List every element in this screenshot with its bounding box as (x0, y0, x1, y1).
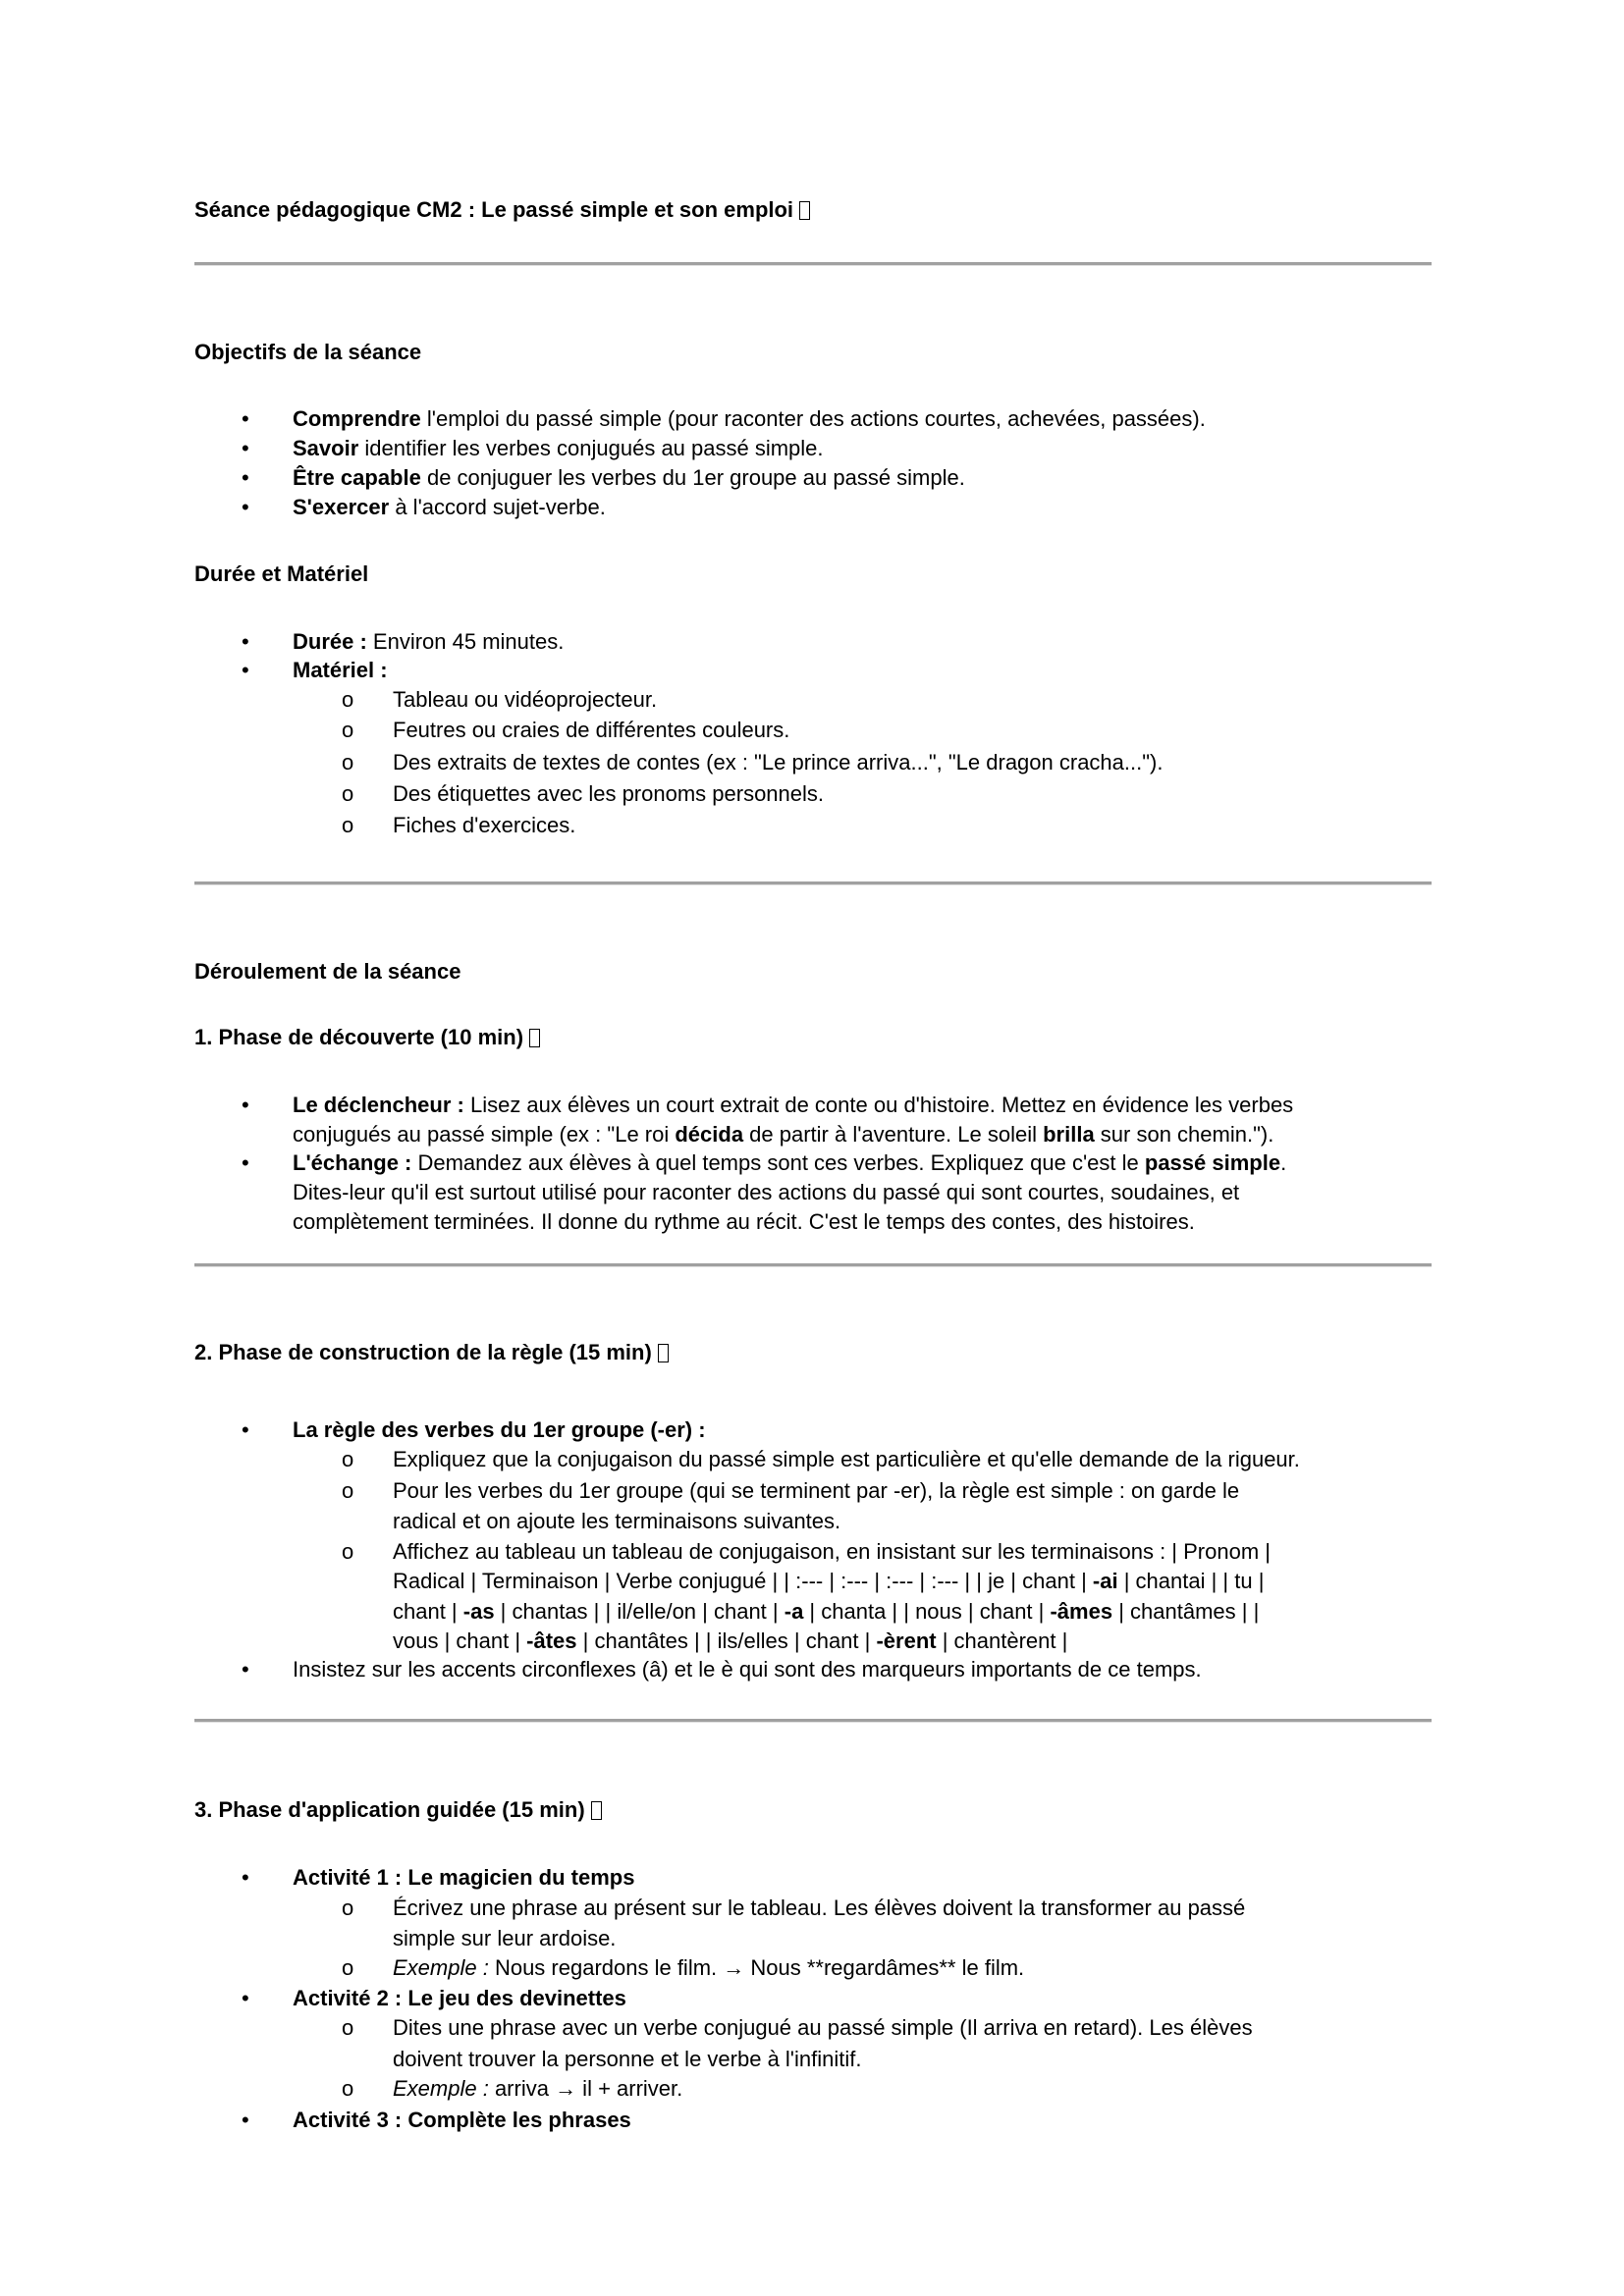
bullet-disc-icon: • (242, 465, 249, 490)
bullet-disc-icon: • (242, 1986, 249, 2010)
bullet-disc-icon: • (242, 1865, 249, 1890)
bullet-disc-icon: • (242, 1657, 249, 1682)
horizontal-rule (194, 1719, 1432, 1723)
sub-list-item: Tableau ou vidéoprojecteur. (393, 687, 658, 712)
sub-list-item: Affichez au tableau un tableau de conjugaison, en insistant sur les terminaisons : | Pronom | (393, 1539, 1271, 1564)
bullet-circle-icon: o (342, 750, 354, 774)
list-item: L'échange : Demandez aux élèves à quel temps sont ces verbes. Expliquez que c'est le passé simple. (293, 1150, 1287, 1175)
horizontal-rule (194, 262, 1432, 266)
horizontal-rule (194, 1263, 1432, 1267)
list-item: Savoir identifier les verbes conjugués au passé simple. (293, 436, 824, 460)
list-item-continuation: complètement terminées. Il donne du rythme au récit. C'est le temps des contes, des histoires. (293, 1209, 1195, 1234)
bullet-disc-icon: • (242, 629, 249, 654)
list-item: La règle des verbes du 1er groupe (-er) : (293, 1417, 706, 1442)
bullet-disc-icon: • (242, 1150, 249, 1175)
bullet-disc-icon: • (242, 436, 249, 460)
sub-list-item: Des extraits de textes de contes (ex : "Le prince arriva...", "Le dragon cracha..."). (393, 750, 1164, 774)
bullet-disc-icon: • (242, 495, 249, 519)
list-item-continuation: Dites-leur qu'il est surtout utilisé pour raconter des actions du passé qui sont courtes, soudaines, et (293, 1180, 1240, 1204)
horizontal-rule (194, 881, 1432, 885)
bullet-circle-icon: o (342, 687, 354, 712)
bullet-circle-icon: o (342, 1896, 354, 1920)
bullet-disc-icon: • (242, 406, 249, 431)
list-item: Insistez sur les accents circonflexes (â) et le è qui sont des marqueurs importants de ce temps. (293, 1657, 1202, 1682)
missing-glyph-icon (799, 201, 810, 220)
bullet-circle-icon: o (342, 1447, 354, 1471)
bullet-disc-icon: • (242, 1093, 249, 1117)
sub-list-item: Dites une phrase avec un verbe conjugué au passé simple (Il arriva en retard). Les élèves (393, 2015, 1253, 2040)
bullet-disc-icon: • (242, 2108, 249, 2132)
list-item: Activité 3 : Complète les phrases (293, 2108, 631, 2132)
document-title: Séance pédagogique CM2 : Le passé simple et son emploi (194, 195, 810, 225)
sub-list-item-continuation: doivent trouver la personne et le verbe à l'infinitif. (393, 2047, 862, 2071)
list-item: Être capable de conjuguer les verbes du 1er groupe au passé simple. (293, 465, 965, 490)
bullet-circle-icon: o (342, 1955, 354, 1980)
sub-list-item-continuation: vous | chant | -âtes | chantâtes | | ils/elles | chant | -èrent | chantèrent | (393, 1629, 1068, 1653)
bullet-circle-icon: o (342, 2015, 354, 2040)
sub-list-item: Expliquez que la conjugaison du passé simple est particulière et qu'elle demande de la rigueur. (393, 1447, 1300, 1471)
phase3-heading: 3. Phase d'application guidée (15 min) (194, 1795, 602, 1825)
bullet-disc-icon: • (242, 1417, 249, 1442)
missing-glyph-icon (658, 1344, 669, 1362)
sub-list-item: Pour les verbes du 1er groupe (qui se terminent par -er), la règle est simple : on garde le (393, 1478, 1240, 1503)
bullet-circle-icon: o (342, 813, 354, 837)
section-heading-objectifs: Objectifs de la séance (194, 340, 422, 364)
list-item-materiel: Matériel : (293, 658, 388, 682)
sub-list-item: Exemple : arriva → il + arriver. (393, 2076, 683, 2101)
sub-list-item: Fiches d'exercices. (393, 813, 576, 837)
sub-list-item: Exemple : Nous regardons le film. → Nous **regardâmes** le film. (393, 1955, 1025, 1980)
list-item-continuation: conjugués au passé simple (ex : "Le roi décida de partir à l'aventure. Le soleil brilla sur son chemin."). (293, 1122, 1274, 1147)
sub-list-item-continuation: simple sur leur ardoise. (393, 1926, 617, 1950)
bullet-circle-icon: o (342, 781, 354, 806)
bullet-circle-icon: o (342, 1478, 354, 1503)
bullet-circle-icon: o (342, 718, 354, 742)
sub-list-item: Des étiquettes avec les pronoms personnels. (393, 781, 825, 806)
missing-glyph-icon (529, 1029, 540, 1047)
list-item: Comprendre l'emploi du passé simple (pour raconter des actions courtes, achevées, passées). (293, 406, 1206, 431)
missing-glyph-icon (591, 1801, 602, 1820)
list-item: Le déclencheur : Lisez aux élèves un court extrait de conte ou d'histoire. Mettez en évidence les verbes (293, 1093, 1294, 1117)
bullet-disc-icon: • (242, 658, 249, 682)
sub-list-item-continuation: chant | -as | chantas | | il/elle/on | chant | -a | chanta | | nous | chant | -âmes | chantâmes | | (393, 1599, 1260, 1624)
section-heading-duree: Durée et Matériel (194, 561, 369, 586)
list-item: Activité 1 : Le magicien du temps (293, 1865, 635, 1890)
sub-list-item: Écrivez une phrase au présent sur le tableau. Les élèves doivent la transformer au passé (393, 1896, 1246, 1920)
sub-list-item-continuation: Radical | Terminaison | Verbe conjugué | | :--- | :--- | :--- | :--- | | je | chant | -ai | chantai | | tu | (393, 1569, 1265, 1593)
phase1-heading: 1. Phase de découverte (10 min) (194, 1023, 540, 1052)
sub-list-item: Feutres ou craies de différentes couleurs. (393, 718, 790, 742)
section-heading-deroulement: Déroulement de la séance (194, 959, 461, 984)
bullet-circle-icon: o (342, 1539, 354, 1564)
list-item: S'exercer à l'accord sujet-verbe. (293, 495, 606, 519)
bullet-circle-icon: o (342, 2076, 354, 2101)
sub-list-item-continuation: radical et on ajoute les terminaisons suivantes. (393, 1509, 841, 1533)
list-item-duree: Durée : Environ 45 minutes. (293, 629, 565, 654)
phase2-heading: 2. Phase de construction de la règle (15 min) (194, 1338, 669, 1367)
list-item: Activité 2 : Le jeu des devinettes (293, 1986, 626, 2010)
